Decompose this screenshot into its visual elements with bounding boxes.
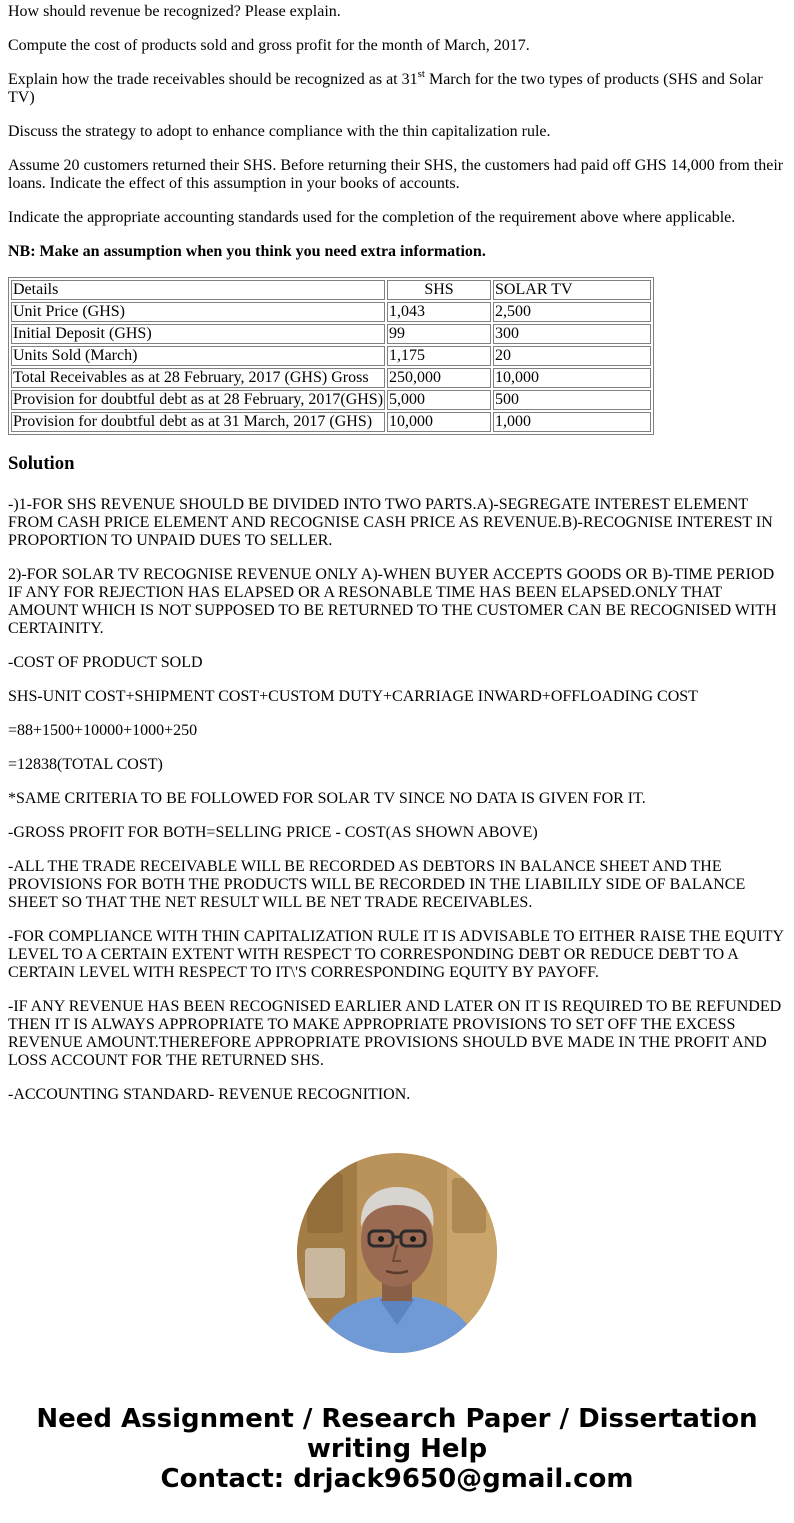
table-cell: Initial Deposit (GHS) <box>11 324 385 344</box>
tutor-portrait-icon <box>297 1153 497 1353</box>
table-row <box>11 324 651 344</box>
solution-heading: Solution <box>8 453 75 474</box>
tutor-avatar <box>297 1153 497 1353</box>
table-cell: 1,175 <box>387 346 491 366</box>
question-5: Assume 20 customers returned their SHS. Before returning their SHS, the customers had paid off GHS 14,000 from their loans. Indicate the effect of this assumption in your books of accounts. <box>8 157 784 192</box>
table-cell: 2,500 <box>493 302 651 322</box>
table-cell: 300 <box>493 324 651 344</box>
question-3-text-rest: March for the two types of products (SHS and Solar TV) <box>8 71 763 106</box>
table-cell: 10,000 <box>493 368 651 388</box>
table-row <box>11 390 651 410</box>
table-cell: 250,000 <box>387 368 491 388</box>
solution-paragraph: -GROSS PROFIT FOR BOTH=SELLING PRICE - COST(AS SHOWN ABOVE) <box>8 824 538 841</box>
table-row <box>11 302 651 322</box>
table-cell: Provision for doubtful debt as at 28 February, 2017(GHS) <box>13 391 384 408</box>
table-cell: 1,000 <box>493 412 651 432</box>
solution-paragraph: -ACCOUNTING STANDARD- REVENUE RECOGNITION. <box>8 1086 411 1103</box>
table-header-cell: SHS <box>387 280 491 300</box>
solution-paragraph: =88+1500+10000+1000+250 <box>8 722 198 739</box>
table-row <box>11 412 651 432</box>
table-cell: 500 <box>493 390 651 410</box>
table-row <box>11 368 651 388</box>
solution-paragraph: =12838(TOTAL COST) <box>8 756 163 773</box>
solution-paragraph: *SAME CRITERIA TO BE FOLLOWED FOR SOLAR TV SINCE NO DATA IS GIVEN FOR IT. <box>8 790 646 807</box>
table-cell: 10,000 <box>387 412 491 432</box>
question-content <box>8 0 786 1120</box>
table-cell: Unit Price (GHS) <box>11 302 385 322</box>
solution-paragraph: 2)-FOR SOLAR TV RECOGNISE REVENUE ONLY A)-WHEN BUYER ACCEPTS GOODS OR B)-TIME PERIOD IF ANY FOR REJECTION HAS ELAPSED OR A RESONABLE TIME HAS BEEN ELAPSED.ONLY THAT AMOUNT WHICH IS NOT SUPPOSED TO BE RETURNED TO THE CUSTOMER CAN BE RECOGNISED WITH CERTAINITY. <box>8 566 777 637</box>
table-cell: 99 <box>387 324 491 344</box>
promo-banner <box>0 1404 794 1494</box>
solution-paragraph: -IF ANY REVENUE HAS BEEN RECOGNISED EARLIER AND LATER ON IT IS REQUIRED TO BE REFUNDED THEN IT IS ALWAYS APPROPRIATE TO MAKE APPROPRIATE PROVISIONS TO SET OFF THE EXCESS REVENUE AMOUNT.THEREFORE APPROPRIATE PROVISIONS SHOULD BVE MADE IN THE PROFIT AND LOSS ACCOUNT FOR THE RETURNED SHS. <box>8 998 782 1069</box>
note <box>8 243 786 261</box>
table-cell: 1,043 <box>387 302 491 322</box>
table-header-cell: Details <box>11 280 385 300</box>
table-row <box>11 346 651 366</box>
question-6: Indicate the appropriate accounting standards used for the completion of the requirement above where applicable. <box>8 209 736 226</box>
promo-line: Need Assignment / Research Paper / Dissertation <box>36 1404 758 1434</box>
solution-paragraph: -FOR COMPLIANCE WITH THIN CAPITALIZATION RULE IT IS ADVISABLE TO EITHER RAISE THE EQUITY LEVEL TO A CERTAIN EXTENT WITH RESPECT TO CORRESPONDING DEBT OR REDUCE DEBT TO A CERTAIN LEVEL WITH RESPECT TO IT\'S CORRESPONDING EQUITY BY PAYOFF. <box>8 928 784 981</box>
question-1: How should revenue be recognized? Please explain. <box>8 3 341 20</box>
details-table <box>8 277 654 435</box>
table-header-row <box>11 280 651 300</box>
question-3-superscript: st <box>417 68 425 80</box>
promo-line: writing Help <box>306 1434 488 1464</box>
table-cell: 20 <box>493 346 651 366</box>
note-text: NB: Make an assumption when you think you need extra information. <box>8 243 486 260</box>
table-cell: Provision for doubtful debt as at 31 March, 2017 (GHS) <box>11 412 385 432</box>
solution-paragraph: -ALL THE TRADE RECEIVABLE WILL BE RECORDED AS DEBTORS IN BALANCE SHEET AND THE PROVISIONS FOR BOTH THE PRODUCTS WILL BE RECORDED IN THE LIABILILY SIDE OF BALANCE SHEET SO THAT THE NET RESULT WILL BE NET TRADE RECEIVABLES. <box>8 858 746 911</box>
solution-paragraph: -COST OF PRODUCT SOLD <box>8 654 203 671</box>
promo-contact: Contact: drjack9650@gmail.com <box>160 1464 634 1494</box>
question-2: Compute the cost of products sold and gross profit for the month of March, 2017. <box>8 37 530 54</box>
table-cell: Units Sold (March) <box>11 346 385 366</box>
table-cell: Total Receivables as at 28 February, 2017 (GHS) Gross <box>11 368 385 388</box>
solution-paragraph: -)1-FOR SHS REVENUE SHOULD BE DIVIDED INTO TWO PARTS.A)-SEGREGATE INTEREST ELEMENT FROM CASH PRICE ELEMENT AND RECOGNISE CASH PRICE AS REVENUE.B)-RECOGNISE INTEREST IN PROPORTION TO UNPAID DUES TO SELLER. <box>8 496 773 549</box>
question-3 <box>8 68 786 107</box>
solution-paragraph: SHS-UNIT COST+SHIPMENT COST+CUSTOM DUTY+CARRIAGE INWARD+OFFLOADING COST <box>8 688 698 705</box>
question-4: Discuss the strategy to adopt to enhance compliance with the thin capitalization rule. <box>8 123 551 140</box>
question-3-text: Explain how the trade receivables should be recognized as at 31 <box>8 71 418 88</box>
table-header-cell: SOLAR TV <box>493 280 651 300</box>
table-cell: 5,000 <box>387 390 491 410</box>
